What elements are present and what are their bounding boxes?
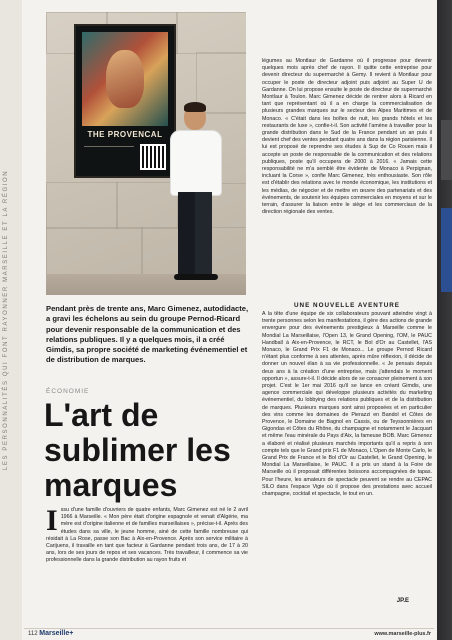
hair: [184, 102, 206, 112]
adjacent-page-blue-block: [441, 208, 452, 292]
white-shirt: [170, 130, 222, 196]
man-figure: [164, 104, 228, 280]
wall-stone: [176, 12, 246, 54]
shoes: [174, 274, 218, 280]
poster-title: THE PROVENCAL: [87, 130, 163, 139]
right-column: [262, 58, 432, 595]
side-banner: LES PERSONNALITÉS QUI FONT RAYONNER MARSEILLE ET LA RÉGION: [3, 169, 9, 470]
poster-artwork: [82, 32, 168, 126]
folio: [28, 630, 73, 637]
qr-code-icon: [140, 144, 166, 170]
footer-rule: [24, 628, 434, 629]
subheading: UNE NOUVELLE AVENTURE: [293, 302, 400, 309]
right-paragraph-2: À la tête d'une équipe de six collaborateurs pouvant atteindre vingt à trente personnes selon les manifestations, il gère des actions de grande envergure pour des événements prestigieux à Marseille comme le Mondial La Marseillaise, l'Open 13, le Grand Opening, l'OM, le PAUC Handball à Aix-en-Provence, le RCT, le Bol d'Or au Castellet, l'AS Monaco, le Grand Prix F1 de Monaco... Le groupe Pernod Ricard n'étant plus conforme à ses attentes, après mûre réflexion, il décide de donner un nouvel élan à sa vie professionnelle. « Je pensais depuis deux ans à la création d'une entreprise, mais j'attendais le moment opportun », assure-t-il. Il décide alors de se consacrer pleinement à son projet. C'est le 1er mai 2016 qu'il se lance en créant Gimdis, une agence commerciale qui développe plusieurs activités du marketing événementiel, du lobbying des relations publiques et de la distribution de marques. Plusieurs marques sont ainsi proposées et en particulier des vins comme les domaines de Pierazzi en Bandol et Côtes de Provence, le Domaine de Bagnol en Cassis, ou de Teyssonnières en Gigondas et Côtes du Rhône, du champagne et notamment le Jacquart et même l'eau minérale du Pays d'Aix, la fameuse BOB. Marc Gimenez a élaboré et réalisé plusieurs marchés importants qu'il a repris à son compte tels que le Grand prix F1 de Monaco, L'Open de Monte Carlo, le Grand Prix de France et le Bol d'Or au Castellet, le Grand Opening, le Mondial La Marseillaise, le PAUC. Il a pris un stand à la Foire de Marseille où il proposait différentes boissons accompagnées de tapas. Pour l'heure, les amateurs de spectacle peuvent se rendre au CEPAC SILO dans l'espace Vigie où il propose des prestations avec accueil champagne, cocktail et spectacle, le tout en un.: [262, 311, 432, 498]
lead-paragraph: Pendant près de trente ans, Marc Gimenez, autodidacte, a gravi les échelons au sein du groupe Pernod-Ricard pour devenir responsable de la communication et des relations publiques. Il y a quelques mois, il a créé Gimdis, sa propre société de marketing événementiel et de distribution de marques.: [46, 304, 249, 365]
headline: L'art de sublimer les marques: [44, 397, 231, 503]
dropcap: I: [46, 507, 58, 537]
portrait-photo: [46, 12, 246, 295]
poster-portrait: [106, 50, 144, 108]
author-signature: JP.E: [396, 598, 409, 604]
magazine-logo: Marseille+: [39, 630, 74, 637]
left-body-text: [46, 507, 248, 625]
page-number: 112: [28, 631, 38, 637]
right-paragraph-1: légumes au Montlaur de Gardanne où il progresse pour devenir quelques mois après chef de rayon. Il quitte cette entreprise pour devenir directeur du supermarché à Gemy. Il revient à Montlaur pour occuper le poste de directeur adjoint puis adjoint au Super U de Gardanne. On lui propose ensuite le poste de directeur de supermarché Montlaur à Toulon. Marc Gimenez décide de rentrer alors à Ricard en tant que représentant où il a en charge la commercialisation de plusieurs grandes marques sur le secteur des Alpes Maritimes et de Monaco. « C'était dans les boîtes de nuit, les grands hôtels et les restaurants de luxe », confie-t-il. Son activité l'amène à travailler pour la grande distribution dans le Sud de la France pendant un an puis il devient chef des ventes pendant quatre ans dans la région parisienne. Il lui est proposé de reprendre ses études à Sup de Co Rouen mais il accepte un poste de responsable de la communication et des relations publiques, poste qu'il occupera de 2000 à 2016. « Jamais cette responsabilité ne m'a semblé être évidente de Monaco à Perpignan, incluant la Corse », confie Marc Gimenez, très enthousiaste. Son rôle est d'établir des relations avec le monde économique, les institutions et les médias, de négocier et de mettre en œuvre des partenariats et des événements, de soutenir les équipes commerciales en moyens et sur le terrain, d'assurer la liaison entre le siège et les commerciaux de la direction régionale des ventes.: [262, 58, 432, 216]
adjacent-page-edge: [437, 0, 452, 640]
wall-stone: [46, 227, 143, 276]
adjacent-page-image: [441, 120, 452, 180]
framed-poster: [74, 24, 176, 178]
wall-stone: [46, 182, 118, 229]
section-rubric: ÉCONOMIE: [46, 388, 90, 395]
left-body-content: ssu d'une famille d'ouvriers de quatre enfants, Marc Gimenez est né le 2 avril 1966 à Marseille. « Mon père était d'origine espagnole et venait d'Algérie, ma mère est d'origine italienne et de familles marseillaises », précise-t-il. Après des études dans sa ville, le jeune homme, ainé de cette famille nombreuse qui résidait à La Rose, passe son Bac à Aix-en-Provence. Après son service militaire à Carijuens, il travaille en tant que facteur à Gardanne pendant trois ans, de 17 à 20 ans, lors de ses jours de repos et ses vacances. Très travailleur, il commence sa vie professionnelle dans la grande distribution au rayon fruits et: [46, 507, 248, 564]
trousers: [178, 192, 212, 276]
footer-url: www.marseille-plus.fr: [374, 631, 431, 637]
poster-caption-lines: [84, 146, 134, 167]
